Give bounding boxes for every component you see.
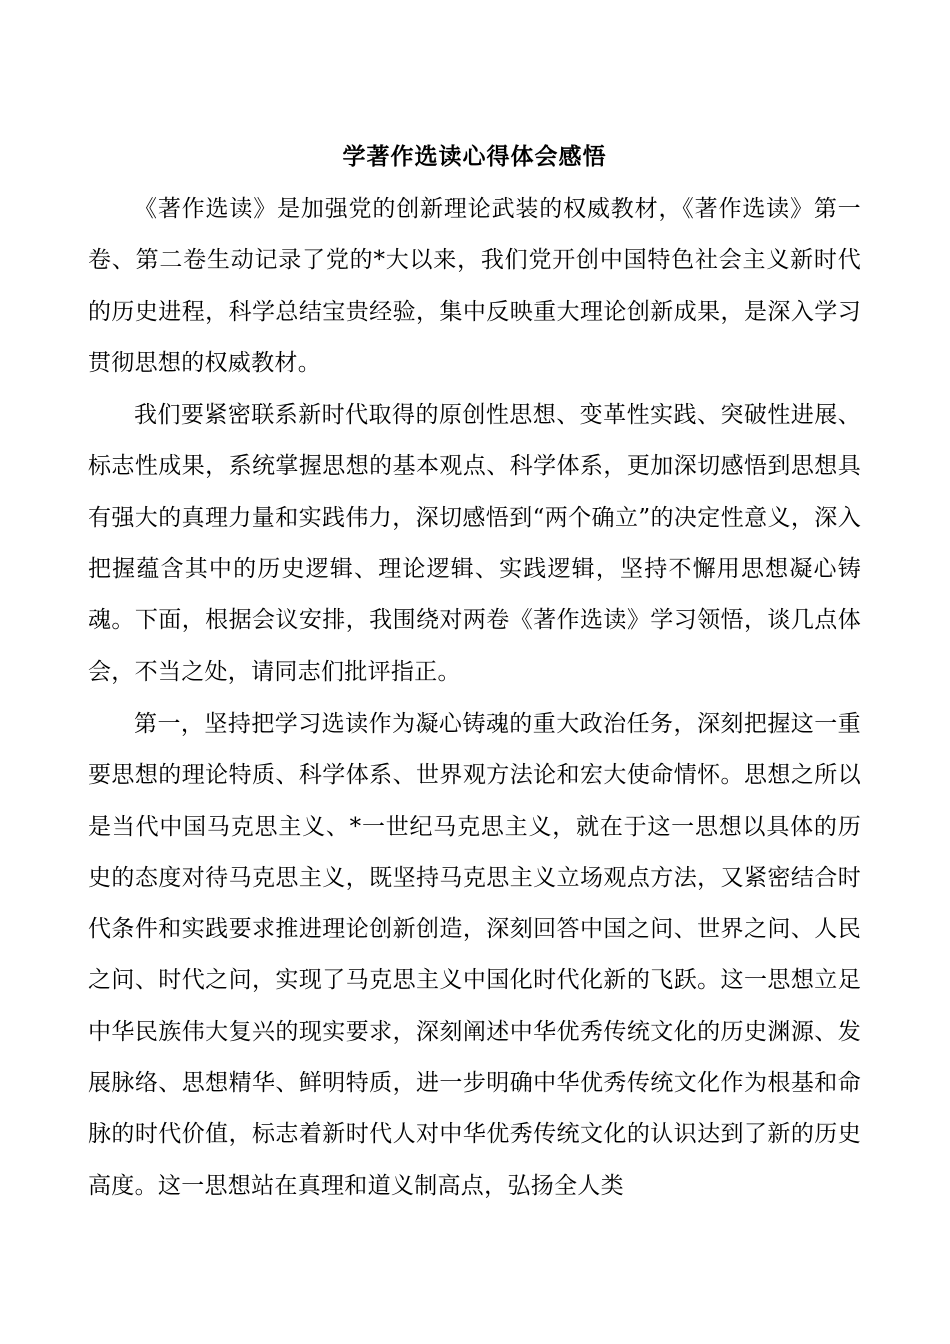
paragraph-intro: 《著作选读》是加强党的创新理论武装的权威教材，《著作选读》第一卷、第二卷生动记录了党的*大以来，我们党开创中国特色社会主义新时代的历史进程，科学总结宝贵经验，集中反映重大理论创新成果，是深入学习贯彻思想的权威教材。 [88, 196, 861, 376]
document-page [88, 130, 861, 1212]
paragraph-study-requirements: 我们要紧密联系新时代取得的原创性思想、变革性实践、突破性进展、标志性成果，系统掌握思想的基本观点、科学体系，更加深切感悟到思想具有强大的真理力量和实践伟力，深切感悟到“两个确立”的决定性意义，深入把握蕴含其中的历史逻辑、理论逻辑、实践逻辑，坚持不懈用思想凝心铸魂。下面，根据会议安排，我围绕对两卷《著作选读》学习领悟，谈几点体会，不当之处，请同志们批评指正。 [88, 402, 861, 685]
document-title: 学著作选读心得体会感悟 [342, 143, 607, 170]
paragraph-point-one: 第一，坚持把学习选读作为凝心铸魂的重大政治任务，深刻把握这一重要思想的理论特质、科学体系、世界观方法论和宏大使命情怀。思想之所以是当代中国马克思主义、*一世纪马克思主义，就在于这一思想以具体的历史的态度对待马克思主义，既坚持马克思主义立场观点方法，又紧密结合时代条件和实践要求推进理论创新创造，深刻回答中国之问、世界之问、人民之问、时代之问，实现了马克思主义中国化时代化新的飞跃。这一思想立足中华民族伟大复兴的现实要求，深刻阐述中华优秀传统文化的历史渊源、发展脉络、思想精华、鲜明特质，进一步明确中华优秀传统文化作为根基和命脉的时代价值，标志着新时代人对中华优秀传统文化的认识达到了新的历史高度。这一思想站在真理和道义制高点，弘扬全人类 [88, 710, 861, 1199]
